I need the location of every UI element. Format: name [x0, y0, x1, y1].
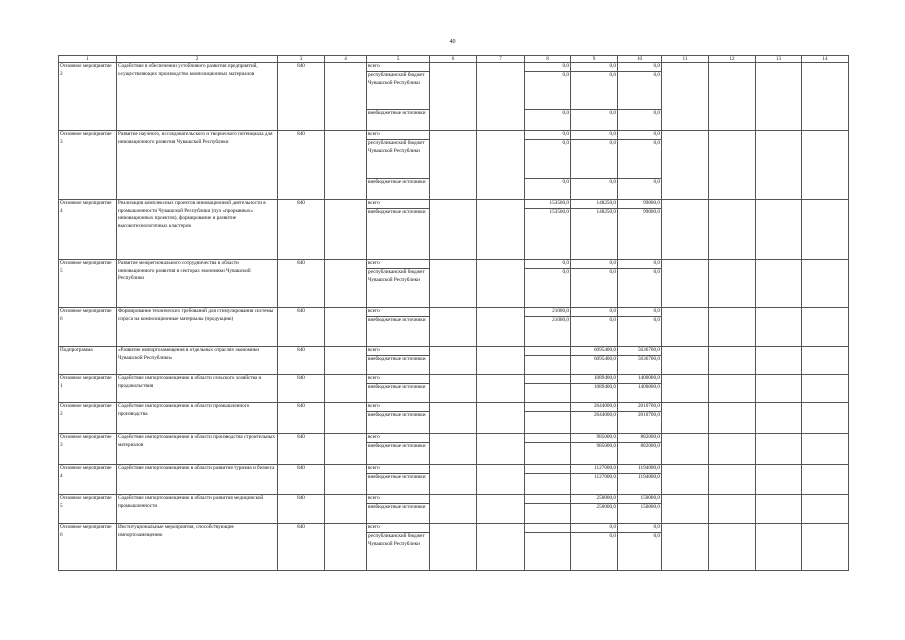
funding-source-cell: всего [367, 260, 430, 269]
empty-cell [756, 347, 802, 375]
empty-cell [756, 403, 802, 434]
empty-cell [802, 495, 849, 524]
header-cell: 5 [367, 56, 430, 63]
value-cell-col9: 0,0 [571, 179, 618, 200]
row-description-cell: Содействие импортозамещению в области сельского хозяйства и продовольствия [117, 375, 278, 403]
empty-cell [325, 260, 367, 308]
row-description-cell: Содействие в обеспечении устойчивого развития предприятий, осуществляющих производство композиционных материалов [117, 63, 278, 131]
value-cell-col8: 21000,0 [525, 317, 571, 347]
value-cell-col8 [525, 347, 571, 356]
value-cell-col10: 0,0 [618, 179, 662, 200]
empty-cell [325, 375, 367, 403]
header-cell: 7 [477, 56, 525, 63]
funding-source-cell: всего [367, 524, 430, 533]
table-row [59, 260, 849, 269]
funding-source-cell: внебюджетные источники [367, 384, 430, 403]
value-cell-col10: 5636700,0 [618, 347, 662, 356]
funding-source-cell: внебюджетные источники [367, 110, 430, 131]
table-row [59, 495, 849, 504]
table-row [59, 403, 849, 412]
empty-cell [430, 308, 477, 347]
value-cell-col8 [525, 504, 571, 524]
empty-cell [802, 131, 849, 200]
value-cell-col10: 5636700,0 [618, 356, 662, 375]
code-cell: 840 [278, 200, 325, 260]
row-description-cell: Институциональные мероприятия, способствующие импортозамещению [117, 524, 278, 571]
table-row [59, 347, 849, 356]
empty-cell [325, 524, 367, 571]
funding-source-cell: всего [367, 308, 430, 317]
empty-cell [325, 63, 367, 131]
header-cell: 6 [430, 56, 477, 63]
funding-source-cell: внебюджетные источники [367, 209, 430, 260]
value-cell-col8: 0,0 [525, 140, 571, 179]
code-cell: 840 [278, 495, 325, 524]
value-cell-col10: 0,0 [618, 110, 662, 131]
value-cell-col9: 0,0 [571, 269, 618, 308]
header-cell: 4 [325, 56, 367, 63]
row-type-cell: Основное мероприятие 4 [59, 465, 117, 495]
empty-cell [802, 403, 849, 434]
header-cell: 12 [709, 56, 756, 63]
empty-cell [325, 434, 367, 465]
value-cell-col9: 0,0 [571, 317, 618, 347]
table-row [59, 434, 849, 443]
value-cell-col9: 2644000,0 [571, 412, 618, 434]
empty-cell [477, 403, 525, 434]
empty-cell [325, 465, 367, 495]
empty-cell [756, 200, 802, 260]
header-cell: 1 [59, 56, 117, 63]
value-cell-col8: 0,0 [525, 179, 571, 200]
empty-cell [756, 375, 802, 403]
empty-cell [662, 403, 709, 434]
value-cell-col8 [525, 524, 571, 533]
value-cell-col8: 153500,0 [525, 209, 571, 260]
empty-cell [430, 403, 477, 434]
empty-cell [325, 403, 367, 434]
value-cell-col8 [525, 495, 571, 504]
empty-cell [756, 308, 802, 347]
funding-source-cell: всего [367, 403, 430, 412]
value-cell-col8 [525, 403, 571, 412]
empty-cell [709, 465, 756, 495]
value-cell-col8 [525, 533, 571, 571]
empty-cell [430, 63, 477, 131]
value-cell-col9: 250000,0 [571, 504, 618, 524]
empty-cell [756, 465, 802, 495]
empty-cell [709, 308, 756, 347]
empty-cell [709, 260, 756, 308]
empty-cell [477, 524, 525, 571]
empty-cell [662, 434, 709, 465]
empty-cell [477, 200, 525, 260]
funding-source-cell: республиканский бюджет Чувашской Республики [367, 533, 430, 571]
row-description-cell: Развитие межрегионального сотрудничества в области инновационного развития в секторах экономики Чувашской Республики [117, 260, 278, 308]
empty-cell [802, 260, 849, 308]
row-type-cell: Основное мероприятие 4 [59, 200, 117, 260]
value-cell-col9: 148250,0 [571, 200, 618, 209]
value-cell-col10: 0,0 [618, 260, 662, 269]
empty-cell [802, 200, 849, 260]
row-type-cell: Основное мероприятие 5 [59, 260, 117, 308]
value-cell-col8 [525, 465, 571, 474]
empty-cell [802, 308, 849, 347]
row-description-cell: Формирование технических требований для стимулирования системы спроса на композиционные материалы (продукцию) [117, 308, 278, 347]
value-cell-col10: 882000,0 [618, 434, 662, 443]
value-cell-col9: 0,0 [571, 308, 618, 317]
empty-cell [430, 524, 477, 571]
funding-source-cell: всего [367, 465, 430, 474]
value-cell-col9: 250000,0 [571, 495, 618, 504]
value-cell-col10: 0,0 [618, 524, 662, 533]
empty-cell [709, 131, 756, 200]
empty-cell [709, 495, 756, 524]
funding-source-cell: республиканский бюджет Чувашской Республики [367, 269, 430, 308]
row-description-cell: «Развитие импортозамещения в отдельных отраслях экономики Чувашской Республики» [117, 347, 278, 375]
value-cell-col8: 153500,0 [525, 200, 571, 209]
code-cell: 840 [278, 63, 325, 131]
empty-cell [430, 200, 477, 260]
funding-source-cell: всего [367, 131, 430, 140]
value-cell-col9: 1127000,0 [571, 474, 618, 495]
value-cell-col10: 99000,0 [618, 200, 662, 209]
empty-cell [709, 63, 756, 131]
value-cell-col8 [525, 474, 571, 495]
empty-cell [756, 260, 802, 308]
value-cell-col9: 0,0 [571, 533, 618, 571]
code-cell: 840 [278, 403, 325, 434]
empty-cell [662, 465, 709, 495]
code-cell: 840 [278, 347, 325, 375]
funding-source-cell: всего [367, 347, 430, 356]
funding-source-cell: внебюджетные источники [367, 317, 430, 347]
value-cell-col8 [525, 412, 571, 434]
empty-cell [662, 495, 709, 524]
value-cell-col10: 0,0 [618, 308, 662, 317]
value-cell-col10: 2010700,0 [618, 412, 662, 434]
funding-source-cell: внебюджетные источники [367, 443, 430, 465]
header-cell: 13 [756, 56, 802, 63]
value-cell-col8: 0,0 [525, 131, 571, 140]
value-cell-col8: 0,0 [525, 110, 571, 131]
empty-cell [430, 465, 477, 495]
funding-source-cell: внебюджетные источники [367, 179, 430, 200]
value-cell-col10: 1194000,0 [618, 474, 662, 495]
empty-cell [477, 131, 525, 200]
row-description-cell: Содействие импортозамещению в области промышленного производства [117, 403, 278, 434]
header-cell: 8 [525, 56, 571, 63]
header-cell: 3 [278, 56, 325, 63]
empty-cell [430, 434, 477, 465]
funding-source-cell: внебюджетные источники [367, 356, 430, 375]
value-cell-col9: 148250,0 [571, 209, 618, 260]
empty-cell [477, 260, 525, 308]
code-cell: 840 [278, 434, 325, 465]
value-cell-col8: 0,0 [525, 72, 571, 110]
value-cell-col9: 0,0 [571, 110, 618, 131]
row-type-cell: Основное мероприятие 6 [59, 308, 117, 347]
value-cell-col9: 985000,0 [571, 443, 618, 465]
funding-source-cell: внебюджетные источники [367, 412, 430, 434]
row-type-cell: Основное мероприятие 3 [59, 434, 117, 465]
funding-source-cell: всего [367, 495, 430, 504]
value-cell-col10: 0,0 [618, 269, 662, 308]
funding-source-cell: всего [367, 200, 430, 209]
empty-cell [709, 375, 756, 403]
empty-cell [662, 260, 709, 308]
value-cell-col9: 0,0 [571, 63, 618, 72]
row-description-cell: Содействие импортозамещению в области развития туризма и бизнеса [117, 465, 278, 495]
funding-source-cell: всего [367, 434, 430, 443]
header-cell: 10 [618, 56, 662, 63]
funding-source-cell: всего [367, 63, 430, 72]
row-type-cell: Основное мероприятие 2 [59, 63, 117, 131]
value-cell-col9: 0,0 [571, 72, 618, 110]
funding-source-cell: внебюджетные источники [367, 474, 430, 495]
empty-cell [662, 131, 709, 200]
code-cell: 840 [278, 131, 325, 200]
row-description-cell: Развитие научного, исследовательского и творческого потенциала для инновационного развития Чувашской Республики [117, 131, 278, 200]
table-body [59, 56, 849, 571]
funding-source-cell: республиканский бюджет Чувашской Республики [367, 72, 430, 110]
row-type-cell: Основное мероприятие 1 [59, 375, 117, 403]
code-cell: 840 [278, 465, 325, 495]
empty-cell [756, 131, 802, 200]
value-cell-col9: 6095400,0 [571, 356, 618, 375]
empty-cell [430, 495, 477, 524]
empty-cell [709, 200, 756, 260]
code-cell: 840 [278, 308, 325, 347]
value-cell-col9: 2644000,0 [571, 403, 618, 412]
empty-cell [802, 375, 849, 403]
empty-cell [756, 524, 802, 571]
empty-cell [325, 131, 367, 200]
empty-cell [477, 347, 525, 375]
value-cell-col9: 0,0 [571, 260, 618, 269]
value-cell-col8 [525, 384, 571, 403]
table-row [59, 63, 849, 72]
budget-table [58, 55, 849, 571]
value-cell-col9: 0,0 [571, 140, 618, 179]
empty-cell [756, 63, 802, 131]
header-cell: 2 [117, 56, 278, 63]
empty-cell [802, 524, 849, 571]
value-cell-col9: 0,0 [571, 524, 618, 533]
empty-cell [430, 131, 477, 200]
value-cell-col9: 6095400,0 [571, 347, 618, 356]
empty-cell [430, 347, 477, 375]
empty-cell [477, 434, 525, 465]
table-row [59, 524, 849, 533]
empty-cell [325, 200, 367, 260]
empty-cell [430, 375, 477, 403]
value-cell-col8 [525, 443, 571, 465]
row-type-cell: Основное мероприятие 6 [59, 524, 117, 571]
value-cell-col8: 0,0 [525, 63, 571, 72]
code-cell: 840 [278, 524, 325, 571]
empty-cell [477, 465, 525, 495]
value-cell-col9: 1127000,0 [571, 465, 618, 474]
header-cell: 11 [662, 56, 709, 63]
empty-cell [709, 434, 756, 465]
empty-cell [477, 63, 525, 131]
empty-cell [662, 524, 709, 571]
value-cell-col9: 1089400,0 [571, 384, 618, 403]
empty-cell [662, 347, 709, 375]
value-cell-col8 [525, 434, 571, 443]
value-cell-col8: 0,0 [525, 269, 571, 308]
empty-cell [802, 63, 849, 131]
value-cell-col10: 2010700,0 [618, 403, 662, 412]
row-type-cell: Подпрограмма [59, 347, 117, 375]
empty-cell [430, 260, 477, 308]
empty-cell [662, 200, 709, 260]
page-number: 40 [449, 39, 456, 45]
header-cell: 14 [802, 56, 849, 63]
value-cell-col10: 1400000,0 [618, 375, 662, 384]
funding-source-cell: внебюджетные источники [367, 504, 430, 524]
row-description-cell: Содействие импортозамещению в области производства строительных материалов [117, 434, 278, 465]
value-cell-col10: 0,0 [618, 131, 662, 140]
value-cell-col10: 0,0 [618, 72, 662, 110]
empty-cell [709, 347, 756, 375]
code-cell: 840 [278, 375, 325, 403]
code-cell: 840 [278, 260, 325, 308]
empty-cell [325, 495, 367, 524]
value-cell-col10: 150000,0 [618, 504, 662, 524]
empty-cell [662, 375, 709, 403]
empty-cell [709, 524, 756, 571]
empty-cell [756, 495, 802, 524]
empty-cell [477, 375, 525, 403]
value-cell-col10: 0,0 [618, 317, 662, 347]
value-cell-col10: 0,0 [618, 140, 662, 179]
empty-cell [802, 434, 849, 465]
value-cell-col10: 150000,0 [618, 495, 662, 504]
table-row [59, 200, 849, 209]
header-cell: 9 [571, 56, 618, 63]
funding-source-cell: республиканский бюджет Чувашской Республики [367, 140, 430, 179]
value-cell-col8 [525, 375, 571, 384]
value-cell-col9: 0,0 [571, 131, 618, 140]
empty-cell [477, 308, 525, 347]
value-cell-col8: 21000,0 [525, 308, 571, 317]
table-row [59, 131, 849, 140]
empty-cell [802, 347, 849, 375]
empty-cell [325, 347, 367, 375]
empty-cell [756, 434, 802, 465]
empty-cell [477, 495, 525, 524]
table-row [59, 465, 849, 474]
value-cell-col10: 0,0 [618, 63, 662, 72]
value-cell-col10: 99000,0 [618, 209, 662, 260]
row-description-cell: Содействие импортозамещению в области развития медицинской промышленности [117, 495, 278, 524]
header-row [59, 56, 849, 63]
value-cell-col10: 0,0 [618, 533, 662, 571]
row-type-cell: Основное мероприятие 5 [59, 495, 117, 524]
value-cell-col10: 882000,0 [618, 443, 662, 465]
empty-cell [802, 465, 849, 495]
value-cell-col8 [525, 356, 571, 375]
value-cell-col10: 1400000,0 [618, 384, 662, 403]
empty-cell [662, 63, 709, 131]
funding-source-cell: всего [367, 375, 430, 384]
row-type-cell: Основное мероприятие 3 [59, 131, 117, 200]
table-row [59, 308, 849, 317]
value-cell-col10: 1194000,0 [618, 465, 662, 474]
table-row [59, 375, 849, 384]
empty-cell [662, 308, 709, 347]
empty-cell [709, 403, 756, 434]
value-cell-col9: 1089400,0 [571, 375, 618, 384]
value-cell-col9: 985000,0 [571, 434, 618, 443]
value-cell-col8: 0,0 [525, 260, 571, 269]
row-description-cell: Реализация комплексных проектов инновационной деятельности в промышленности Чувашской Республики (пул «прорывных» инновационных проектов), формирование и развитие высокотехнологичных кластеров [117, 200, 278, 260]
empty-cell [325, 308, 367, 347]
row-type-cell: Основное мероприятие 2 [59, 403, 117, 434]
